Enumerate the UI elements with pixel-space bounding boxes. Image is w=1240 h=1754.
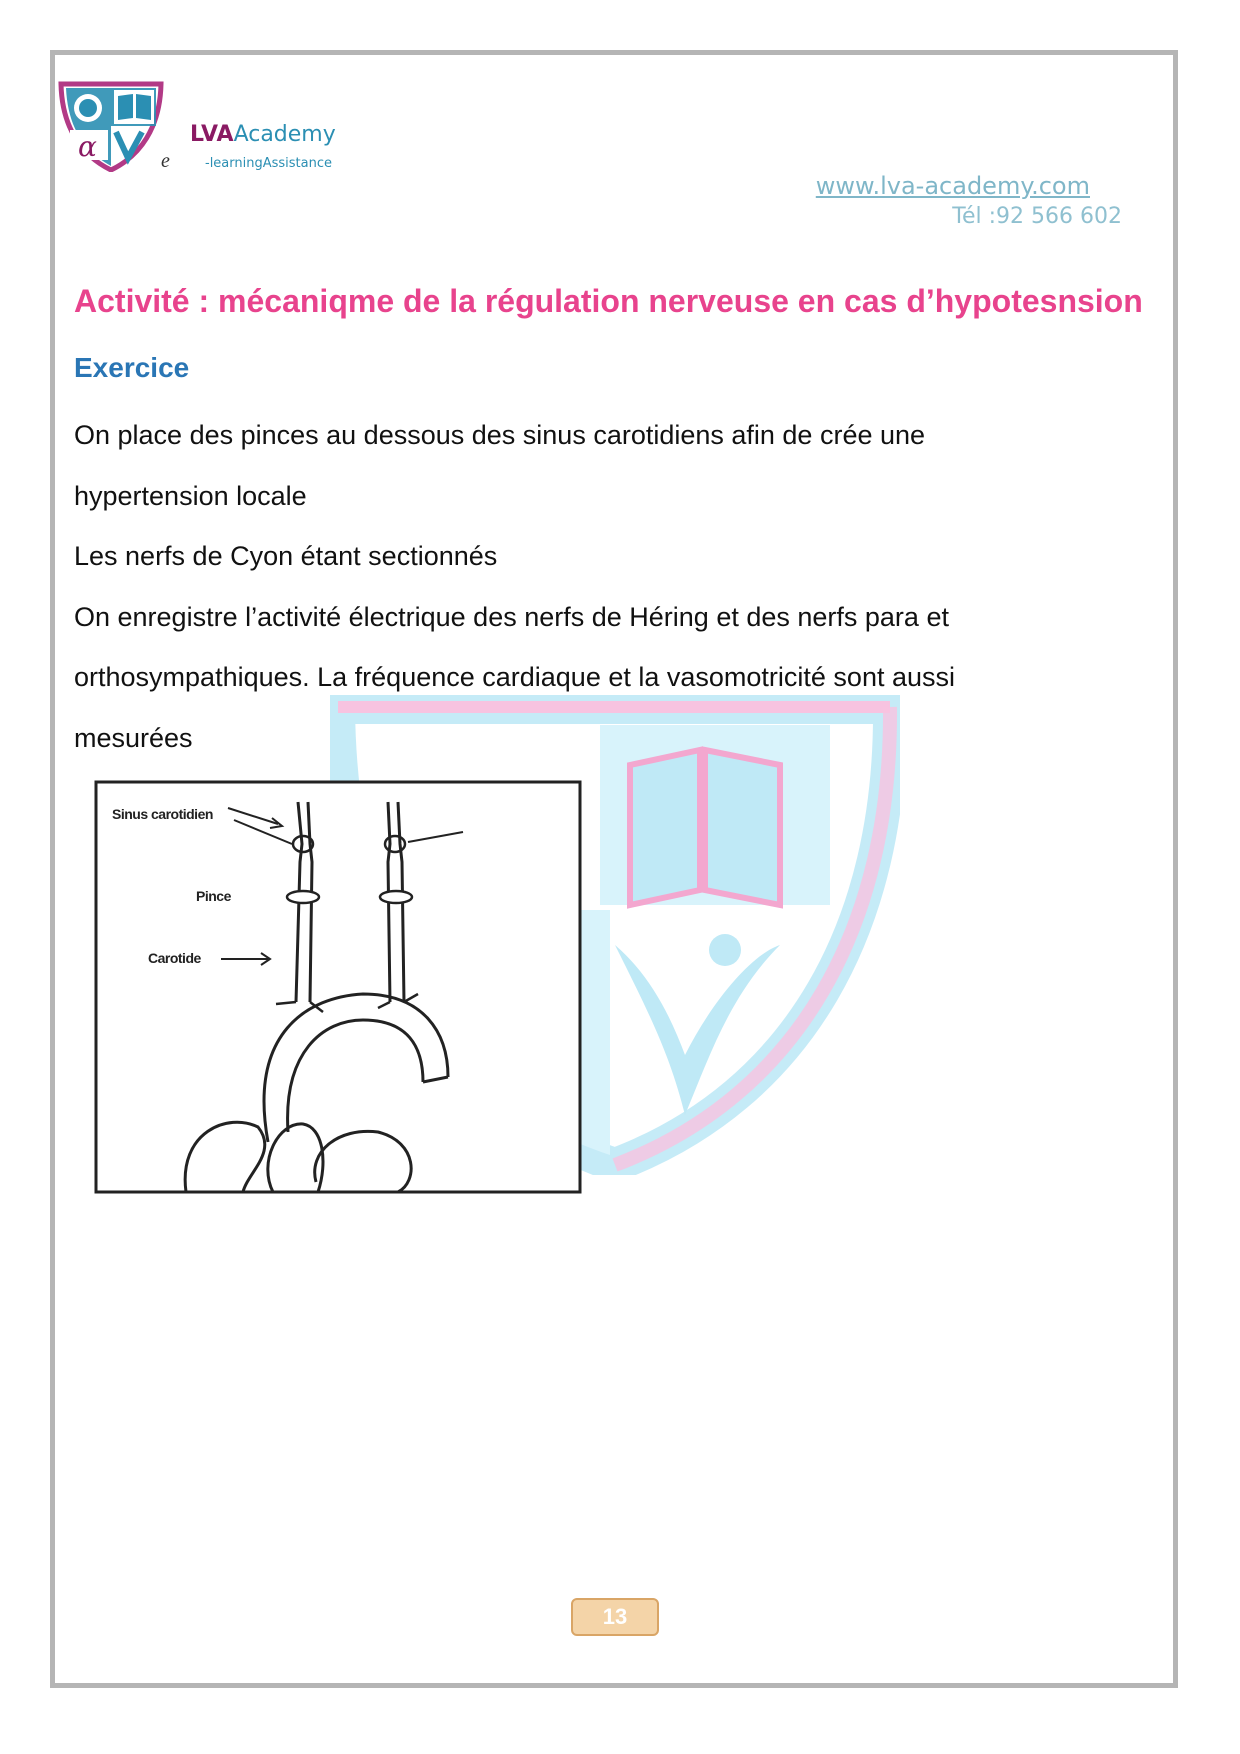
brand-e: e <box>161 150 170 172</box>
phone-number: Tél :92 566 602 <box>952 204 1122 229</box>
exercise-paragraph <box>74 405 1134 768</box>
carotid-diagram <box>78 772 596 1200</box>
paragraph-line: Les nerfs de Cyon étant sectionnés <box>74 541 498 571</box>
label-pince: Pince <box>196 888 231 904</box>
svg-text:α: α <box>78 130 97 163</box>
brand-name <box>190 122 336 147</box>
page-number-badge: 13 <box>571 1598 659 1636</box>
exercise-heading: Exercice <box>74 352 190 383</box>
label-sinus-carotidien: Sinus carotidien <box>112 806 213 822</box>
carotid-diagram-drawing <box>78 772 596 1200</box>
brand-subtitle: -learningAssistance <box>205 156 332 171</box>
paragraph-line: On place des pinces au dessous des sinus carotidiens afin de crée une <box>74 420 926 450</box>
paragraph-line: orthosympathiques. La fréquence cardiaque et la vasomotricité sont aussi <box>74 662 955 692</box>
website-link[interactable]: www.lva-academy.com <box>815 172 1090 200</box>
paragraph-line: hypertension locale <box>74 480 307 511</box>
activity-title: Activité : mécaniqme de la régulation nerveuse en cas d’hypotesnsion <box>74 283 1143 319</box>
paragraph-line: On enregistre l’activité électrique des nerfs de Héring et des nerfs para et <box>74 601 949 632</box>
label-carotide: Carotide <box>148 950 201 966</box>
brand-academy: Academy <box>233 122 336 147</box>
brand-lva: LVA <box>190 122 234 147</box>
paragraph-line: mesurées <box>74 722 193 753</box>
lva-logo-shield-icon <box>58 80 164 172</box>
